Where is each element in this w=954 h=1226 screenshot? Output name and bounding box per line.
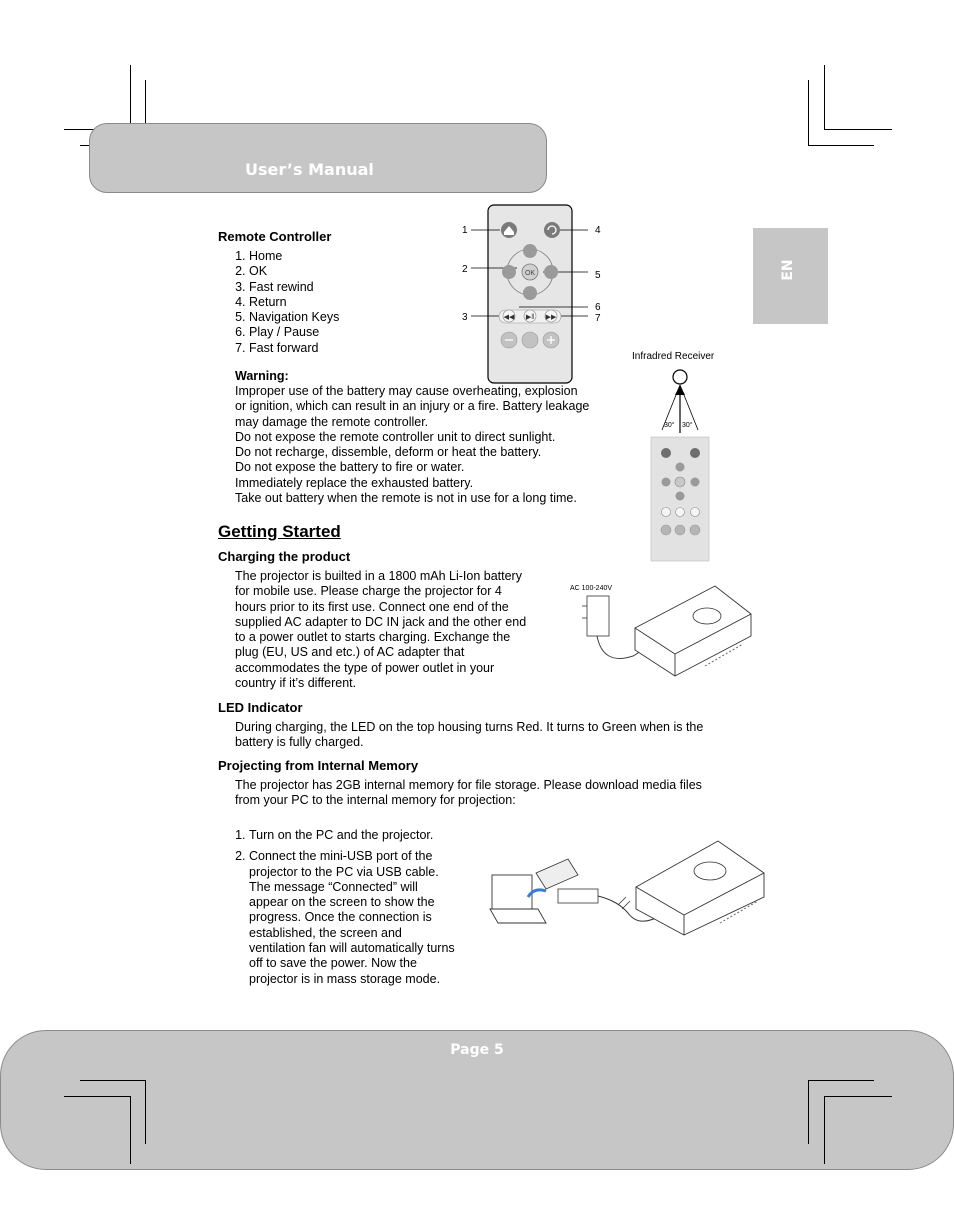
infrared-label: Infradred Receiver bbox=[632, 351, 715, 362]
remote-key-list bbox=[233, 249, 339, 356]
crop-mark bbox=[64, 1096, 131, 1097]
laptop-icon bbox=[492, 875, 532, 909]
list-item: 1. Home bbox=[249, 249, 339, 264]
callout-3: 3 bbox=[462, 312, 468, 323]
charging-illustration bbox=[565, 578, 755, 678]
header-tab bbox=[89, 123, 547, 193]
left-key-icon bbox=[502, 265, 516, 279]
right-key-icon bbox=[544, 265, 558, 279]
up-key-icon bbox=[523, 244, 537, 258]
svg-text:AC 100-240V: AC 100-240V bbox=[570, 585, 613, 592]
callout-4: 4 bbox=[595, 225, 601, 236]
remote-diagram bbox=[455, 200, 615, 385]
charging-heading: Charging the product bbox=[218, 549, 351, 564]
callout-7: 7 bbox=[595, 313, 601, 324]
memory-heading: Projecting from Internal Memory bbox=[218, 758, 419, 773]
manual-title: User’s Manual bbox=[245, 160, 374, 179]
charging-text: The projector is builted in a 1800 mAh Li-Ion battery for mobile use. Please charge the projector for 4 hours prior to its first use. Connect one end of the supplied AC adapter to DC IN jack and the other end to a power outlet to starts charging. Exchange the plug (EU, US and etc.) of AC adapter that accommodates the type of power outlet in your country if it’s different. bbox=[235, 569, 527, 691]
crop-mark bbox=[145, 1080, 146, 1144]
memory-steps bbox=[233, 828, 489, 987]
remote-heading: Remote Controller bbox=[218, 229, 332, 244]
svg-text:▶▶: ▶▶ bbox=[545, 314, 557, 321]
crop-mark bbox=[808, 80, 809, 145]
list-item: 2. Connect the mini-USB port of the projector to the PC via USB cable. The message “Connected” will appear on the screen to show the progress. Once the connection is established, the screen and ventilation fan will automatically turns off to save the power. Now the projector is in mass storage mode. bbox=[249, 849, 489, 987]
list-item: 2. OK bbox=[249, 264, 339, 279]
usb-connection-illustration bbox=[488, 835, 768, 940]
return-key-icon bbox=[544, 222, 560, 238]
led-text: During charging, the LED on the top housing turns Red. It turns to Green when is the battery is fully charged. bbox=[235, 720, 704, 750]
svg-text:OK: OK bbox=[524, 270, 536, 277]
warning-text: Improper use of the battery may cause overheating, explosion or ignition, which can result in an injury or a fire. Battery leakage may damage the remote controller. Do not expose the remote controller unit to direct sunlight. Do not recharge, dissemble, deform or heat the battery. Do not expose the battery to fire or water. Immediately replace the exhausted battery. Take out battery when the remote is not in use for a long time. bbox=[235, 384, 590, 506]
crop-mark bbox=[808, 1080, 809, 1144]
language-tab-label: EN bbox=[780, 259, 796, 281]
usb-plug-icon bbox=[558, 889, 598, 903]
crop-mark bbox=[808, 145, 874, 146]
svg-text:30°: 30° bbox=[682, 422, 693, 429]
svg-text:◀◀: ◀◀ bbox=[503, 314, 515, 321]
crop-mark bbox=[824, 65, 825, 130]
list-item: 4. Return bbox=[249, 295, 339, 310]
crop-mark bbox=[808, 1080, 874, 1081]
list-item: 7. Fast forward bbox=[249, 341, 339, 356]
mute-icon bbox=[522, 332, 538, 348]
list-item: 1. Turn on the PC and the projector. bbox=[249, 828, 489, 843]
infrared-diagram bbox=[640, 365, 720, 565]
memory-text: The projector has 2GB internal memory for file storage. Please download media files from your PC to the internal memory for projection: bbox=[235, 778, 702, 808]
callout-2: 2 bbox=[462, 264, 468, 275]
list-item: 6. Play / Pause bbox=[249, 325, 339, 340]
svg-text:▶‖: ▶‖ bbox=[525, 314, 535, 321]
crop-mark bbox=[824, 1096, 825, 1164]
page-number: Page 5 bbox=[450, 1042, 504, 1058]
led-heading: LED Indicator bbox=[218, 700, 303, 715]
svg-text:30°: 30° bbox=[664, 422, 675, 429]
list-item: 3. Fast rewind bbox=[249, 280, 339, 295]
projector-icon bbox=[635, 586, 751, 676]
receiver-icon bbox=[673, 370, 687, 384]
down-key-icon bbox=[523, 286, 537, 300]
list-item: 5. Navigation Keys bbox=[249, 310, 339, 325]
ac-adapter-icon bbox=[587, 596, 609, 636]
getting-started-heading: Getting Started bbox=[218, 522, 341, 541]
callout-6: 6 bbox=[595, 302, 601, 313]
projector-icon bbox=[636, 841, 764, 935]
callout-1: 1 bbox=[462, 225, 468, 236]
warning-heading: Warning: bbox=[235, 369, 289, 383]
crop-mark bbox=[824, 129, 892, 130]
crop-mark bbox=[824, 1096, 892, 1097]
callout-5: 5 bbox=[595, 270, 601, 281]
crop-mark bbox=[80, 1080, 146, 1081]
crop-mark bbox=[130, 1096, 131, 1164]
